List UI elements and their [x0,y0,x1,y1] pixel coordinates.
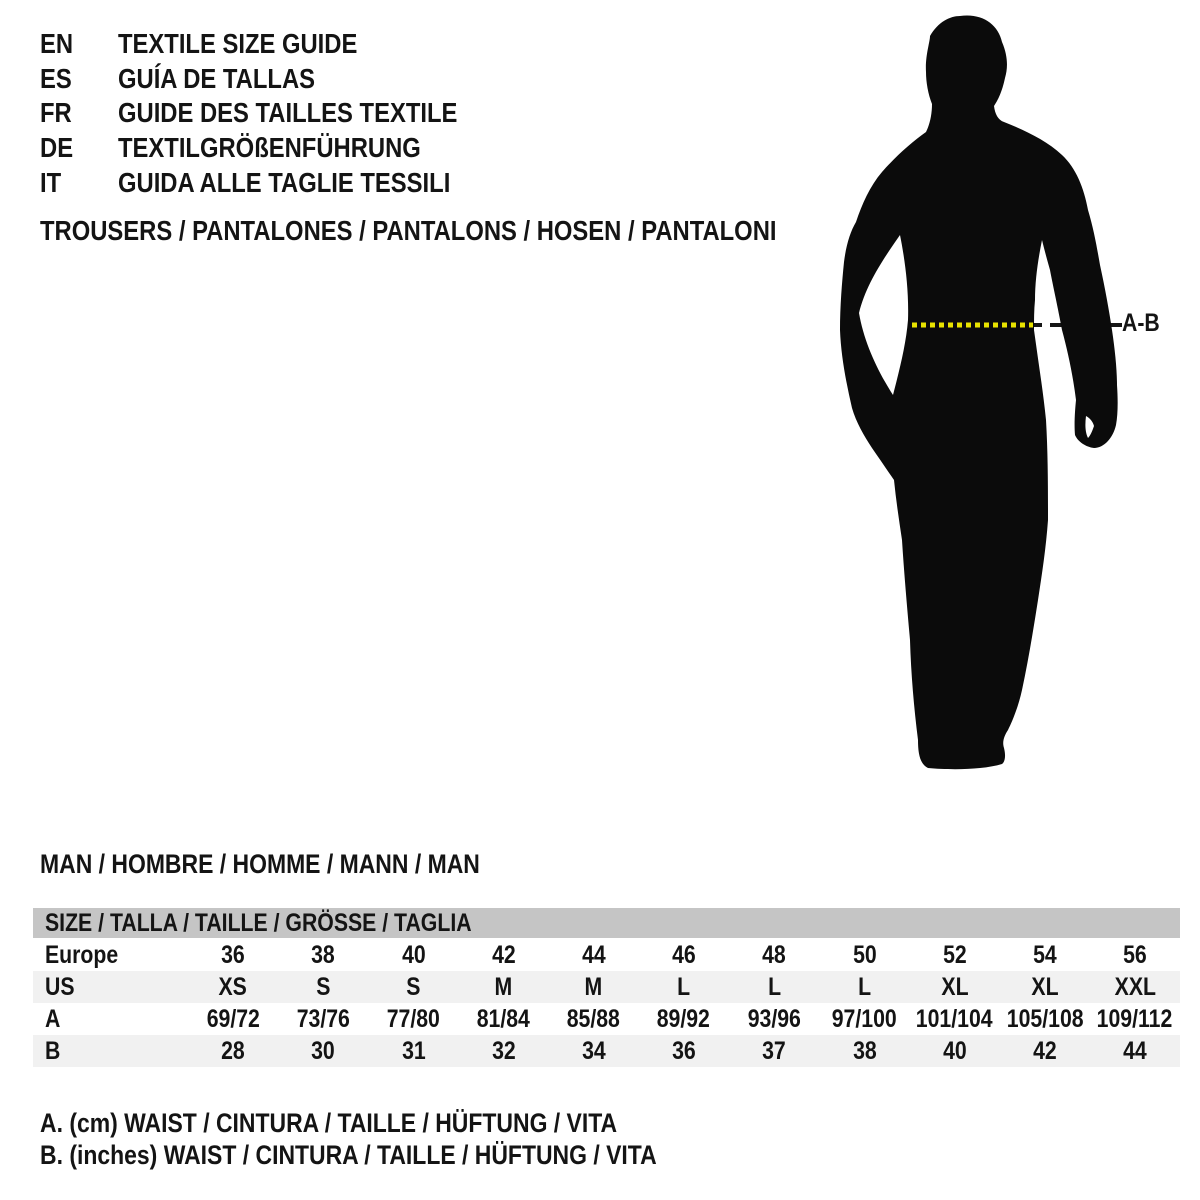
table-cell-text: 89/92 [657,1004,711,1033]
table-cell [729,1037,819,1066]
table-cell-text: 46 [672,940,696,969]
gender-title-text: MAN / HOMBRE / HOMME / MANN / MAN [40,849,480,879]
man-silhouette-path [840,16,1118,770]
language-title [118,63,350,95]
table-cell [188,941,278,970]
table-cell [1000,1037,1090,1066]
table-cell-text: 42 [1032,1036,1057,1065]
language-code [40,97,118,129]
row-label-text: B [45,1036,61,1065]
language-code [40,28,118,60]
table-cell [188,973,278,1002]
table-cell-text: 50 [852,940,877,969]
table-cell-text: XL [941,972,969,1001]
table-row-b [33,1035,1180,1067]
table-cell-text: 52 [942,940,967,969]
table-cell-text: 44 [582,940,606,969]
table-cell-text: 56 [1123,940,1147,969]
table-cell [729,941,819,970]
table-cell [368,973,458,1002]
table-row-europe [33,939,1180,971]
language-title-text: GUÍA DE TALLAS [118,62,316,94]
table-cell-text: 34 [582,1036,606,1065]
table-cell-text: XS [218,972,248,1001]
table-cell-text: S [406,972,421,1001]
language-title [118,132,474,164]
table-cell-text: 93/96 [747,1004,801,1033]
table-cell [459,1037,549,1066]
language-title [118,167,509,199]
table-cell [368,1037,458,1066]
language-title [118,28,400,60]
language-code-text: IT [40,166,62,198]
footnotes [40,1108,765,1171]
table-cell [639,1037,729,1066]
language-row-it [40,165,517,200]
table-cell-text: 36 [221,940,245,969]
table-cell-text: 48 [762,940,787,969]
table-cell-text: 81/84 [476,1004,531,1033]
table-cell [459,973,549,1002]
language-title-text: GUIDE DES TAILLES TEXTILE [118,97,458,129]
table-cell [188,1037,278,1066]
table-cell-text: M [494,972,513,1001]
table-cell [1000,1005,1090,1034]
table-cell-text: 109/112 [1097,1004,1173,1033]
language-title-text: GUIDA ALLE TAGLIE TESSILI [118,166,451,198]
table-cell [819,1037,909,1066]
language-code [40,167,118,199]
row-label [33,1005,188,1034]
language-row-de [40,131,517,166]
table-cell [1000,941,1090,970]
row-label [33,973,188,1002]
table-cell-text: S [316,972,331,1001]
table-cell [458,1005,548,1034]
table-cell [1090,973,1180,1002]
table-cell-text: 31 [401,1036,426,1065]
table-cell [278,973,368,1002]
language-title-text: TEXTILE SIZE GUIDE [118,28,358,60]
table-cell-text: 85/88 [567,1004,621,1033]
footnote-2-text: B. (inches) WAIST / CINTURA / TAILLE / HÜFTUNG / VITA [40,1139,657,1170]
table-cell-text: L [767,972,781,1001]
table-cell-text: M [584,972,603,1001]
table-cell-text: 101/104 [915,1004,993,1033]
language-row-es [40,62,517,97]
table-cell-text: 38 [311,940,336,969]
table-cell [1000,973,1090,1002]
table-cell [909,1005,999,1034]
table-cell [188,1005,278,1034]
table-row-a [33,1003,1180,1035]
table-cell-text: 42 [491,940,516,969]
size-table-header-text: SIZE / TALLA / TAILLE / GRÖSSE / TAGLIA [45,908,472,937]
table-cell [639,1005,729,1034]
table-cell-text: 69/72 [206,1004,260,1033]
table-cell [910,1037,1000,1066]
category-title [40,214,906,248]
row-label [33,941,188,970]
row-label [33,1037,188,1066]
size-table-header [33,908,1180,938]
gender-title [40,849,557,880]
language-code-text: FR [40,97,72,129]
category-title-text: TROUSERS / PANTALONES / PANTALONS / HOSEN / PANTALONI [40,215,777,246]
table-cell [278,941,368,970]
man-silhouette-svg [832,8,1137,788]
language-code-text: EN [40,28,74,60]
table-cell [549,1037,639,1066]
table-cell [729,1005,819,1034]
table-cell [639,941,729,970]
table-cell [819,941,909,970]
table-cell-text: 40 [401,940,426,969]
man-figure [832,8,1137,788]
table-cell-text: XXL [1114,972,1156,1001]
table-cell [639,973,729,1002]
table-cell-text: L [677,972,691,1001]
language-list [40,27,517,200]
table-cell [819,1005,909,1034]
language-title [118,97,517,129]
table-cell [368,941,458,970]
table-cell [910,941,1000,970]
table-cell-text: 30 [311,1036,336,1065]
table-cell-text: 40 [942,1036,967,1065]
table-cell [278,1005,368,1034]
table-cell-text: 38 [852,1036,877,1065]
table-cell-text: 97/100 [831,1004,897,1033]
table-cell [819,973,909,1002]
table-cell [459,941,549,970]
table-cell-text: 73/76 [296,1004,350,1033]
table-cell-text: 77/80 [386,1004,440,1033]
table-cell-text: 36 [672,1036,696,1065]
row-label-text: A [45,1004,61,1033]
table-cell-text: 54 [1032,940,1057,969]
size-table [33,908,1180,1067]
table-cell-text: 28 [221,1036,245,1065]
table-cell-text: 37 [762,1036,787,1065]
table-cell [549,1005,639,1034]
table-cell [278,1037,368,1066]
table-cell [549,941,639,970]
table-cell-text: 105/108 [1006,1004,1084,1033]
table-cell [549,973,639,1002]
table-cell [1090,1005,1180,1034]
table-row-us [33,971,1180,1003]
table-cell [368,1005,458,1034]
table-cell-text: 44 [1123,1036,1147,1065]
language-code-text: ES [40,62,72,94]
language-code [40,63,118,95]
language-code [40,132,118,164]
language-row-en [40,27,517,62]
row-label-text: US [45,972,75,1001]
language-code-text: DE [40,132,74,164]
footnote-2 [40,1140,765,1172]
table-cell [1090,941,1180,970]
table-cell-text: XL [1031,972,1059,1001]
table-cell [910,973,1000,1002]
language-title-text: TEXTILGRÖßENFÜHRUNG [118,132,421,164]
language-row-fr [40,96,517,131]
size-table-body [33,939,1180,1067]
ab-measure-label-text: A-B [1122,309,1160,337]
row-label-text: Europe [45,940,119,969]
footnote-1-text: A. (cm) WAIST / CINTURA / TAILLE / HÜFTUNG / VITA [40,1108,618,1138]
table-cell-text: 32 [491,1036,516,1065]
ab-measure-label [1122,309,1166,338]
footnote-1 [40,1108,765,1140]
table-cell [729,973,819,1002]
table-cell-text: L [857,972,871,1001]
table-cell [1090,1037,1180,1066]
